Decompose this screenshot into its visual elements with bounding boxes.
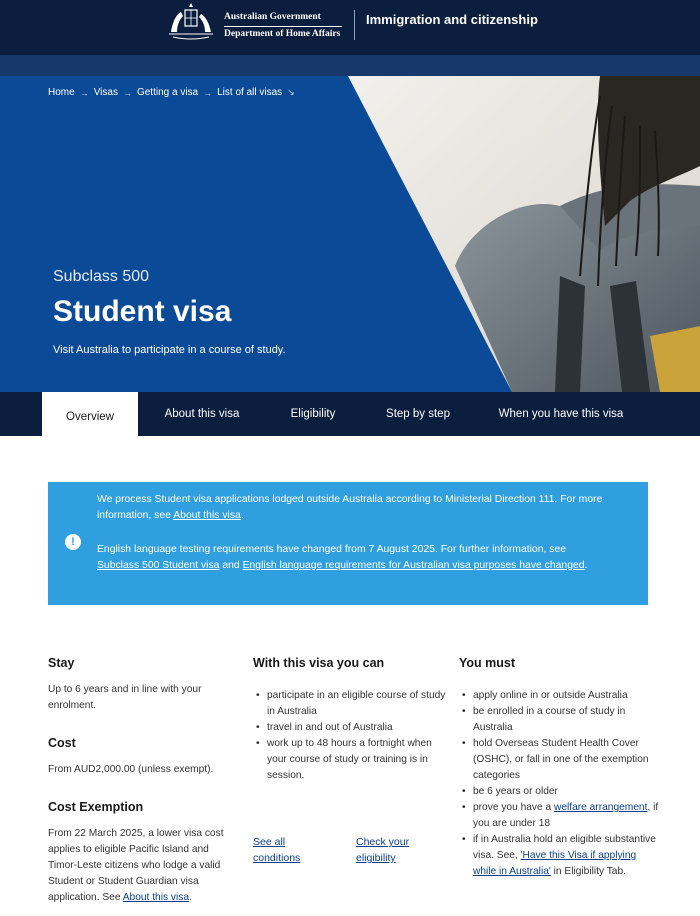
- check-your-eligibility-link[interactable]: Check your eligibility: [356, 836, 410, 864]
- site-title[interactable]: Immigration and citizenship: [366, 12, 538, 27]
- page-title: Student visa: [53, 295, 232, 328]
- breadcrumb: [48, 87, 295, 98]
- government-logo-text[interactable]: [224, 10, 342, 42]
- notice-paragraph-2: [97, 542, 607, 574]
- list-item: • hold Overseas Student Health Cover (OSHC), or fall in one of the exemption categories: [459, 736, 659, 784]
- breadcrumb-home[interactable]: Home: [48, 87, 75, 98]
- notice-english-requirements-link[interactable]: English language requirements for Australian visa purposes have changed: [242, 560, 585, 571]
- stay-heading: Stay: [48, 656, 75, 670]
- welfare-pre: prove you have a: [473, 802, 554, 813]
- have-this-visa-link[interactable]: 'Have this Visa if applying while in Australia': [473, 850, 637, 877]
- gov-line2: Department of Home Affairs: [224, 29, 341, 39]
- visa-subclass: Subclass 500: [53, 268, 150, 285]
- list-item: • participate in an eligible course of study in Australia: [253, 688, 453, 720]
- see-all-conditions-wrap: [253, 834, 323, 866]
- visa-benefits-column: [253, 656, 453, 784]
- notice-about-this-visa-link[interactable]: About this visa: [173, 510, 241, 521]
- breadcrumb-list-of-all-visas[interactable]: List of all visas: [217, 87, 283, 98]
- list-item: • travel in and out of Australia: [253, 720, 453, 736]
- list-item: • apply online in or outside Australia: [459, 688, 659, 704]
- cost-exemption-end: .: [189, 892, 192, 903]
- breadcrumb-getting-a-visa[interactable]: Getting a visa: [136, 87, 199, 98]
- notice-p1-text: We process Student visa applications lodged outside Australia according to Ministerial Direction 111. For more information, see: [97, 494, 603, 521]
- cost-exemption-body: From 22 March 2025, a lower visa cost applies to eligible Pacific Island and Timor-Leste citizens who lodge a valid Student or Student Guardian visa application. See: [48, 828, 224, 903]
- welfare-arrangement-link[interactable]: welfare arrangement: [554, 802, 648, 813]
- notice-subclass-500-link[interactable]: Subclass 500 Student visa: [97, 560, 220, 571]
- cost-exemption-about-link[interactable]: About this visa: [122, 892, 190, 903]
- requirements-heading: You must: [459, 656, 516, 670]
- welfare-post: , if you are under 18: [473, 802, 659, 829]
- notice-p2-mid: and: [219, 560, 243, 571]
- notice-p2-end: .: [584, 560, 588, 571]
- substantive-pre: if in Australia hold an eligible substantive visa. See,: [473, 834, 656, 861]
- nav-strip: [0, 55, 700, 76]
- notice-p2-text: English language testing requirements have changed from 7 August 2025. For further information, see: [97, 544, 567, 555]
- breadcrumb-arrow-icon: →: [79, 87, 89, 98]
- tab-step-by-step[interactable]: Step by step: [386, 408, 450, 420]
- cost-exemption-text: [48, 826, 238, 906]
- cost-exemption-heading: Cost Exemption: [48, 800, 144, 814]
- hero-banner: [0, 76, 700, 436]
- tab-overview[interactable]: Overview: [42, 392, 138, 436]
- requirements-list: [459, 688, 659, 880]
- tab-about-this-visa[interactable]: About this visa: [164, 408, 240, 420]
- list-item: • work up to 48 hours a fortnight when your course of study or training is in session.: [253, 736, 453, 784]
- cost-heading: Cost: [48, 736, 76, 750]
- breadcrumb-expand-icon[interactable]: ↘: [287, 87, 295, 97]
- visa-summary-column: [48, 656, 238, 906]
- tab-when-you-have-this-visa[interactable]: When you have this visa: [498, 408, 624, 420]
- requirements-column: [459, 656, 659, 880]
- list-item: [459, 800, 659, 832]
- cost-text: From AUD2,000.00 (unless exempt).: [48, 764, 214, 775]
- benefits-heading: With this visa you can: [253, 656, 385, 670]
- stay-text: Up to 6 years and in line with your enrolment.: [48, 684, 202, 711]
- breadcrumb-arrow-icon: →: [203, 87, 213, 98]
- header-divider: [354, 10, 355, 40]
- notice-p1-end: .: [240, 510, 244, 521]
- gov-line1: Australian Government: [224, 10, 342, 27]
- notice-banner: [48, 482, 648, 605]
- tab-eligibility[interactable]: Eligibility: [290, 408, 336, 420]
- breadcrumb-visas[interactable]: Visas: [93, 87, 118, 98]
- list-item: • be 6 years or older: [459, 784, 659, 800]
- see-all-conditions-link[interactable]: See all conditions: [253, 836, 301, 864]
- info-alert-icon: !: [65, 534, 81, 550]
- top-header: [0, 0, 700, 55]
- check-eligibility-wrap: [356, 834, 436, 866]
- substantive-post: in Eligibility Tab.: [550, 866, 626, 877]
- list-item: • be enrolled in a course of study in Australia: [459, 704, 659, 736]
- notice-paragraph-1: [97, 492, 607, 524]
- page-description: Visit Australia to participate in a course of study.: [53, 344, 286, 356]
- list-item: [459, 832, 659, 880]
- benefits-list: [253, 688, 453, 784]
- tab-bar: [0, 392, 700, 436]
- coat-of-arms-icon: [165, 2, 217, 42]
- breadcrumb-arrow-icon: →: [122, 87, 132, 98]
